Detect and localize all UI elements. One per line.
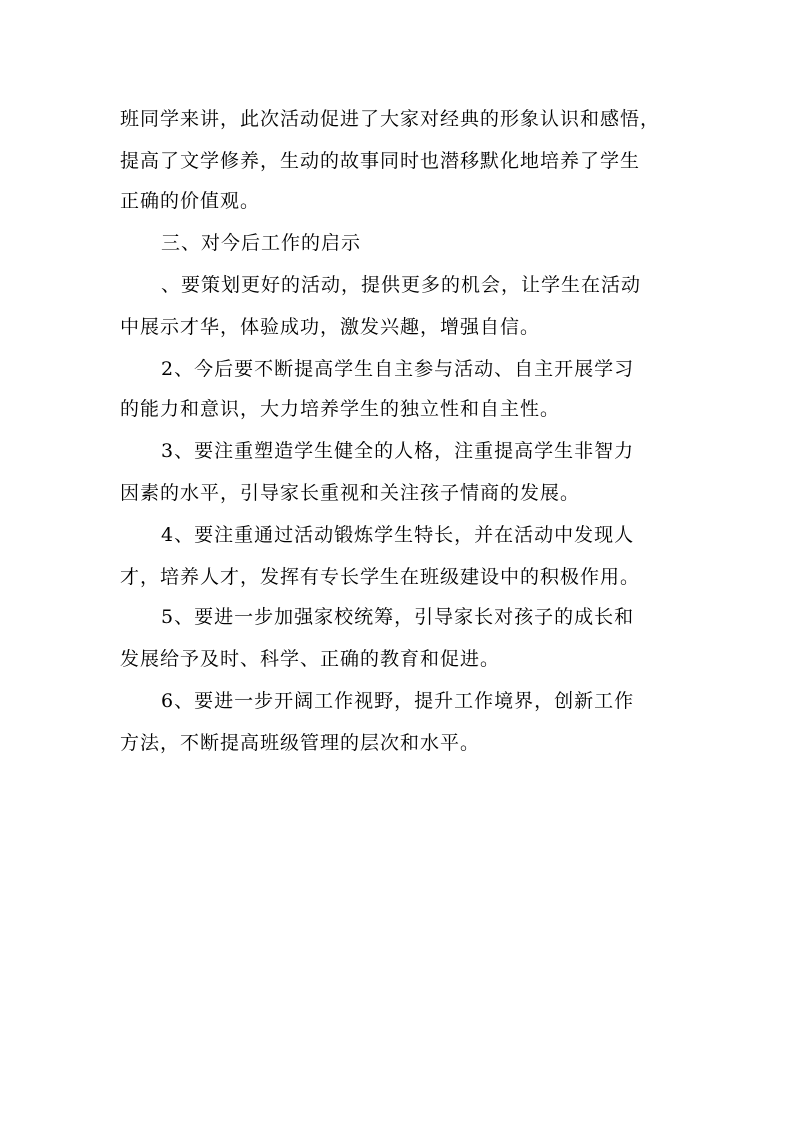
paragraph-line: 班同学来讲，此次活动促进了大家对经典的形象认识和感悟， xyxy=(120,108,661,130)
paragraph-line: 提高了文学修养，生动的故事同时也潜移默化地培养了学生 xyxy=(120,150,641,172)
paragraph-line: 正确的价值观。 xyxy=(120,190,261,212)
paragraph-line: 6、要进一步开阔工作视野，提升工作境界，创新工作 xyxy=(161,690,635,712)
paragraph-line: 才，培养人才，发挥有专长学生在班级建设中的积极作用。 xyxy=(120,566,641,588)
paragraph-line: 方法，不断提高班级管理的层次和水平。 xyxy=(120,732,481,754)
paragraph-line: 中展示才华，体验成功，激发兴趣，增强自信。 xyxy=(120,316,541,338)
paragraph-line: 发展给予及时、科学、正确的教育和促进。 xyxy=(120,648,501,670)
paragraph-line: 3、要注重塑造学生健全的人格，注重提高学生非智力 xyxy=(161,440,635,462)
paragraph-line: 、要策划更好的活动，提供更多的机会，让学生在活动 xyxy=(161,274,642,296)
paragraph-line: 的能力和意识，大力培养学生的独立性和自主性。 xyxy=(120,398,561,420)
paragraph-line: 4、要注重通过活动锻炼学生特长，并在活动中发现人 xyxy=(161,524,635,546)
paragraph-line: 因素的水平，引导家长重视和关注孩子情商的发展。 xyxy=(120,482,581,504)
paragraph-line: 2、今后要不断提高学生自主参与活动、自主开展学习 xyxy=(161,358,635,380)
paragraph-line: 5、要进一步加强家校统筹，引导家长对孩子的成长和 xyxy=(161,606,635,628)
section-heading: 三、对今后工作的启示 xyxy=(161,232,362,254)
